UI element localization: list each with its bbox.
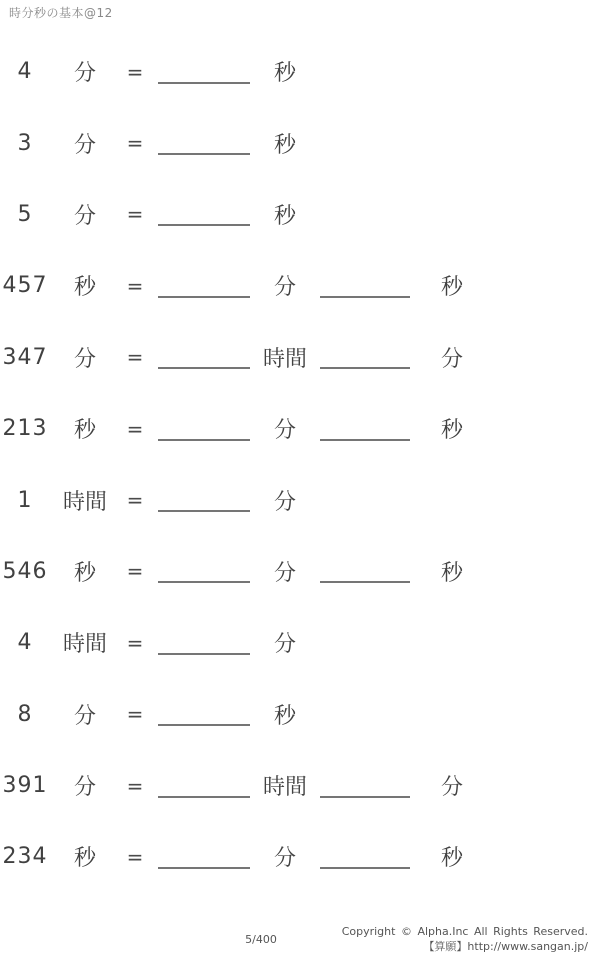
page-number: 5/400 bbox=[245, 933, 277, 946]
answer-blank bbox=[158, 202, 250, 226]
answer-blank bbox=[320, 345, 410, 369]
answer-blank bbox=[320, 559, 410, 583]
equals-sign: = bbox=[126, 273, 144, 298]
equals-sign: = bbox=[126, 416, 144, 441]
equals-sign: = bbox=[126, 202, 144, 227]
problem-quantity: 546 bbox=[2, 558, 48, 584]
problem-row bbox=[0, 322, 600, 393]
problem-quantity: 5 bbox=[17, 201, 33, 227]
answer-blank bbox=[320, 774, 410, 798]
answer-blank bbox=[158, 559, 250, 583]
equals-sign: = bbox=[126, 345, 144, 370]
problem-row bbox=[0, 179, 600, 250]
problem-quantity: 347 bbox=[2, 344, 48, 370]
answer-blank bbox=[320, 274, 410, 298]
problem-quantity: 391 bbox=[2, 773, 48, 799]
answer-unit: 分 bbox=[440, 775, 463, 801]
answer-blank bbox=[158, 131, 250, 155]
answer-blank bbox=[158, 845, 250, 869]
copyright-footer bbox=[342, 925, 588, 954]
problem-row bbox=[0, 536, 600, 607]
problem-unit: 分 bbox=[73, 203, 96, 229]
answer-blank bbox=[158, 274, 250, 298]
problem-quantity: 234 bbox=[2, 844, 48, 870]
problem-unit: 分 bbox=[73, 132, 96, 158]
copyright-url: 【算願】http://www.sangan.jp/ bbox=[423, 939, 588, 953]
answer-unit: 分 bbox=[273, 632, 296, 658]
problem-unit: 秒 bbox=[73, 560, 96, 586]
problem-row bbox=[0, 107, 600, 178]
answer-blank bbox=[158, 345, 250, 369]
answer-unit: 秒 bbox=[273, 132, 296, 158]
problem-quantity: 3 bbox=[17, 130, 33, 156]
problem-unit: 分 bbox=[73, 703, 96, 729]
problem-unit: 分 bbox=[73, 775, 96, 801]
answer-blank bbox=[158, 60, 250, 84]
equals-sign: = bbox=[126, 773, 144, 798]
answer-unit: 分 bbox=[273, 846, 296, 872]
problem-row bbox=[0, 821, 600, 892]
answer-unit: 時間 bbox=[262, 346, 307, 372]
answer-unit: 分 bbox=[273, 418, 296, 444]
answer-blank bbox=[158, 488, 250, 512]
problem-unit: 秒 bbox=[73, 846, 96, 872]
answer-unit: 分 bbox=[273, 560, 296, 586]
problem-row bbox=[0, 679, 600, 750]
answer-unit: 秒 bbox=[273, 703, 296, 729]
answer-unit: 秒 bbox=[273, 61, 296, 87]
problem-unit: 時間 bbox=[62, 489, 107, 515]
problem-quantity: 1 bbox=[17, 487, 33, 513]
answer-unit: 秒 bbox=[440, 418, 463, 444]
problem-quantity: 457 bbox=[2, 273, 48, 299]
answer-unit: 分 bbox=[440, 346, 463, 372]
problem-quantity: 4 bbox=[17, 59, 33, 85]
answer-unit: 分 bbox=[273, 489, 296, 515]
copyright-line: Copyright © Alpha.Inc All Rights Reserved. bbox=[341, 925, 588, 938]
equals-sign: = bbox=[126, 488, 144, 513]
equals-sign: = bbox=[126, 630, 144, 655]
problem-unit: 時間 bbox=[62, 632, 107, 658]
problem-unit: 秒 bbox=[73, 275, 96, 301]
problem-row bbox=[0, 393, 600, 464]
equals-sign: = bbox=[126, 59, 144, 84]
equals-sign: = bbox=[126, 844, 144, 869]
problem-quantity: 4 bbox=[17, 630, 33, 656]
answer-blank bbox=[158, 702, 250, 726]
answer-unit: 秒 bbox=[440, 846, 463, 872]
problem-row bbox=[0, 36, 600, 107]
answer-unit: 分 bbox=[273, 275, 296, 301]
answer-blank bbox=[320, 845, 410, 869]
worksheet-title: 時分秒の基本@12 bbox=[9, 6, 113, 20]
answer-blank bbox=[158, 417, 250, 441]
problem-row bbox=[0, 464, 600, 535]
problem-unit: 分 bbox=[73, 61, 96, 87]
answer-unit: 秒 bbox=[440, 560, 463, 586]
equals-sign: = bbox=[126, 559, 144, 584]
answer-blank bbox=[320, 417, 410, 441]
problem-quantity: 8 bbox=[17, 701, 33, 727]
answer-blank bbox=[158, 774, 250, 798]
answer-unit: 秒 bbox=[440, 275, 463, 301]
problem-row bbox=[0, 607, 600, 678]
answer-unit: 時間 bbox=[262, 775, 307, 801]
answer-unit: 秒 bbox=[273, 203, 296, 229]
problem-list bbox=[0, 36, 600, 893]
answer-blank bbox=[158, 631, 250, 655]
equals-sign: = bbox=[126, 702, 144, 727]
problem-row bbox=[0, 250, 600, 321]
problem-unit: 秒 bbox=[73, 418, 96, 444]
problem-quantity: 213 bbox=[2, 416, 48, 442]
equals-sign: = bbox=[126, 131, 144, 156]
problem-unit: 分 bbox=[73, 346, 96, 372]
problem-row bbox=[0, 750, 600, 821]
